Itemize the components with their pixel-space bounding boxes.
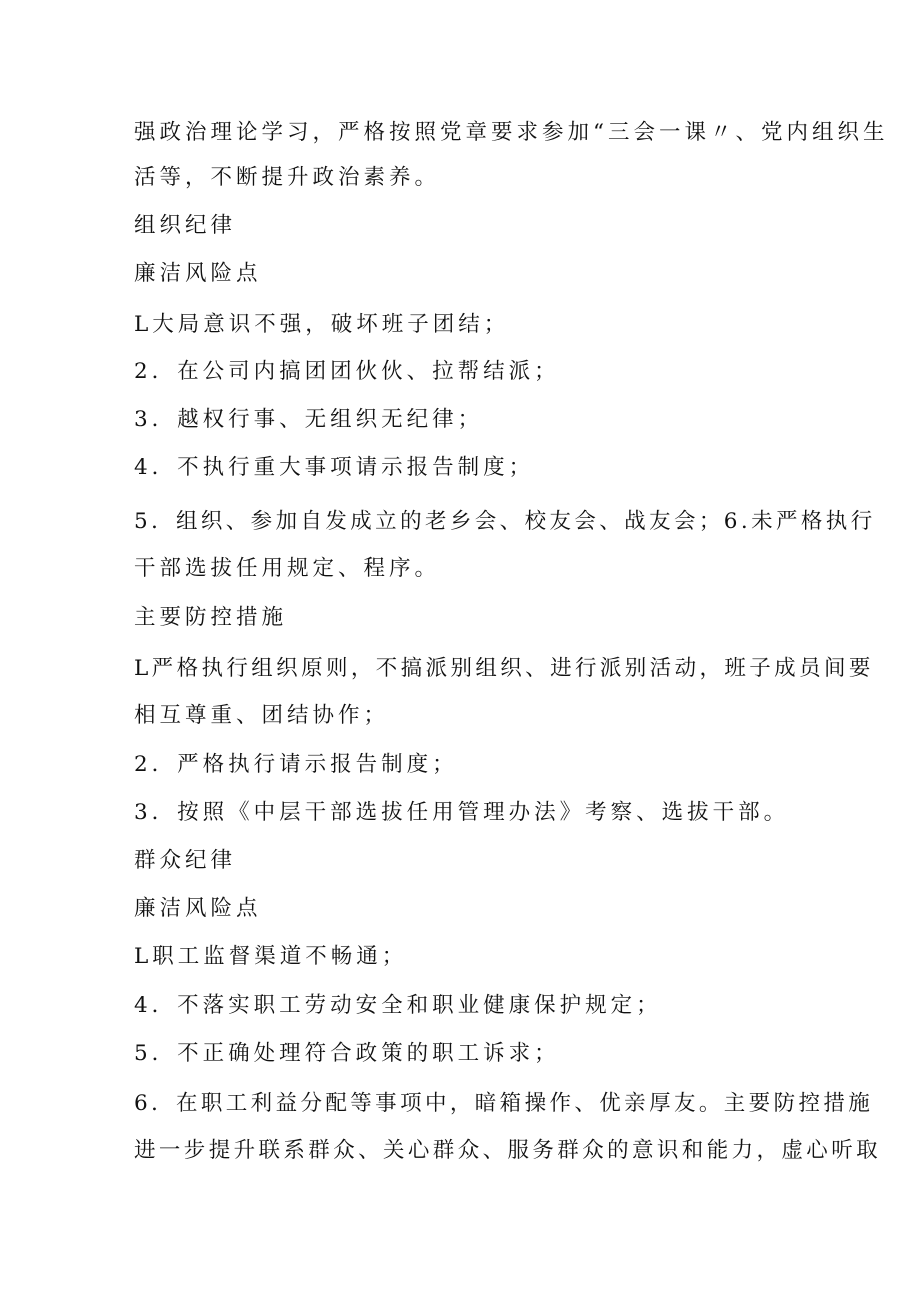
- list-item: L职工监督渠道不畅通；: [134, 944, 408, 969]
- list-item: 5．组织、参加自发成立的老乡会、校友会、战友会；6.未严格执行: [134, 509, 876, 534]
- list-item: 2．严格执行请示报告制度；: [134, 752, 458, 777]
- subheading-main-measures: 主要防控措施: [134, 605, 288, 630]
- list-item: 3．按照《中层干部选拔任用管理办法》考察、选拔干部。: [134, 800, 790, 825]
- text-line: 相互尊重、团结协作；: [134, 703, 390, 728]
- section-heading-mass-discipline: 群众纪律: [134, 848, 237, 873]
- list-item: 4．不执行重大事项请示报告制度；: [134, 455, 535, 480]
- list-item: 4．不落实职工劳动安全和职业健康保护规定；: [134, 993, 662, 1018]
- text-line: 进一步提升联系群众、关心群众、服务群众的意识和能力，虚心听取: [134, 1138, 882, 1163]
- text-line: 活等，不断提升政治素养。: [134, 165, 441, 190]
- list-item: 3．越权行事、无组织无纪律；: [134, 407, 484, 432]
- subheading-integrity-risks: 廉洁风险点: [134, 261, 262, 286]
- list-item: L大局意识不强，破坏班子团结；: [134, 312, 510, 337]
- list-item: L严格执行组织原则，不搞派别组织、进行派别活动，班子成员间要: [134, 656, 874, 681]
- text-line: 强政治理论学习，严格按照党章要求参加“三会一课〃、党内组织生: [134, 120, 889, 145]
- section-heading-organizational-discipline: 组织纪律: [134, 213, 237, 238]
- text-line: 干部选拔任用规定、程序。: [134, 556, 441, 581]
- subheading-integrity-risks: 廉洁风险点: [134, 896, 262, 921]
- list-item: 5．不正确处理符合政策的职工诉求；: [134, 1041, 560, 1066]
- list-item: 6．在职工利益分配等事项中，暗箱操作、优亲厚友。主要防控措施: [134, 1091, 874, 1116]
- list-item: 2．在公司内搞团团伙伙、拉帮结派；: [134, 359, 560, 384]
